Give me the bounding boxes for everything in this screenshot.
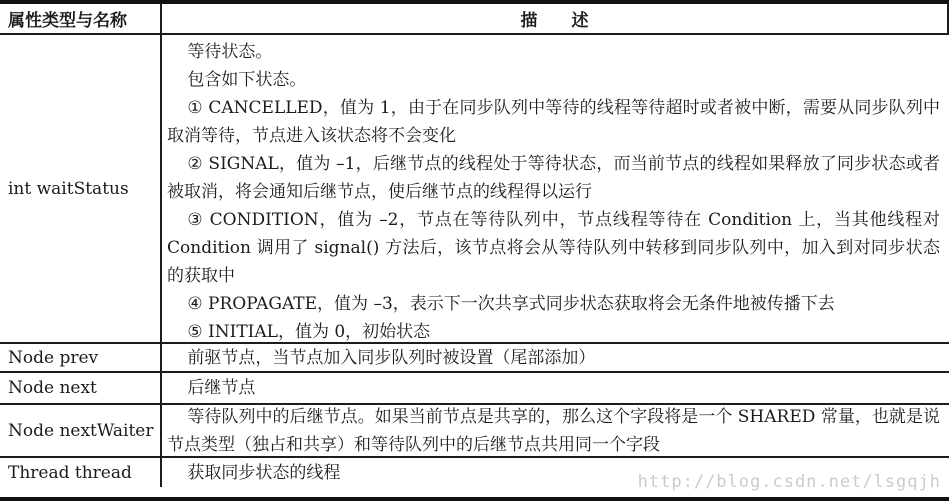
description-paragraph: ② SIGNAL，值为 –1，后继节点的线程处于等待状态，而当前节点的线程如果释放了同步状态或者被取消，将会通知后继节点，使后继节点的线程得以运行 <box>167 154 940 202</box>
attribute-name: int waitStatus <box>0 35 162 342</box>
table-header-row <box>0 4 949 33</box>
attribute-description <box>162 344 949 371</box>
attribute-name: Node nextWaiter <box>0 405 162 456</box>
description-paragraph: 后继节点 <box>187 378 256 398</box>
attribute-name: Node next <box>0 373 162 403</box>
attribute-description <box>162 35 949 342</box>
description-paragraph: ④ PROPAGATE，值为 –3，表示下一次共享式同步状态获取将会无条件地被传播下去 <box>187 294 835 314</box>
attribute-name: Node prev <box>0 344 162 371</box>
description-paragraph: 获取同步状态的线程 <box>187 462 341 483</box>
table-row-waitstatus <box>0 33 949 342</box>
description-paragraph: 等待状态。 <box>187 42 273 62</box>
description-paragraph: ① CANCELLED，值为 1，由于在同步队列中等待的线程等待超时或者被中断，需要从同步队列中取消等待，节点进入该状态将不会变化 <box>167 98 940 146</box>
watermark-url: http://blog.csdn.net/lsgqjh <box>637 472 941 492</box>
table-row-prev <box>0 342 949 371</box>
description-paragraph: 包含如下状态。 <box>187 70 307 90</box>
header-description-column: 描 述 <box>162 4 949 33</box>
description-paragraph: ⑤ INITIAL，值为 0，初始状态 <box>187 322 431 342</box>
attribute-description <box>162 405 949 456</box>
description-paragraph: ③ CONDITION，值为 –2，节点在等待队列中，节点线程等待在 Condition 上，当其他线程对 Condition 调用了 signal() 方法后，该节点将会从等待队列中转移到同步队列中，加入到对同步状态的获取中 <box>167 210 940 286</box>
description-paragraph: 前驱节点，当节点加入同步队列时被设置（尾部添加） <box>187 347 596 368</box>
table-row-next <box>0 371 949 403</box>
attribute-name: Thread thread <box>0 458 162 487</box>
description-paragraph: 等待队列中的后继节点。如果当前节点是共享的，那么这个字段将是一个 SHARED 常量，也就是说节点类型（独占和共享）和等待队列中的后继节点共用同一个字段 <box>167 406 940 455</box>
attribute-description <box>162 373 949 403</box>
table-row-nextwaiter <box>0 403 949 456</box>
header-attribute-column: 属性类型与名称 <box>0 4 162 33</box>
